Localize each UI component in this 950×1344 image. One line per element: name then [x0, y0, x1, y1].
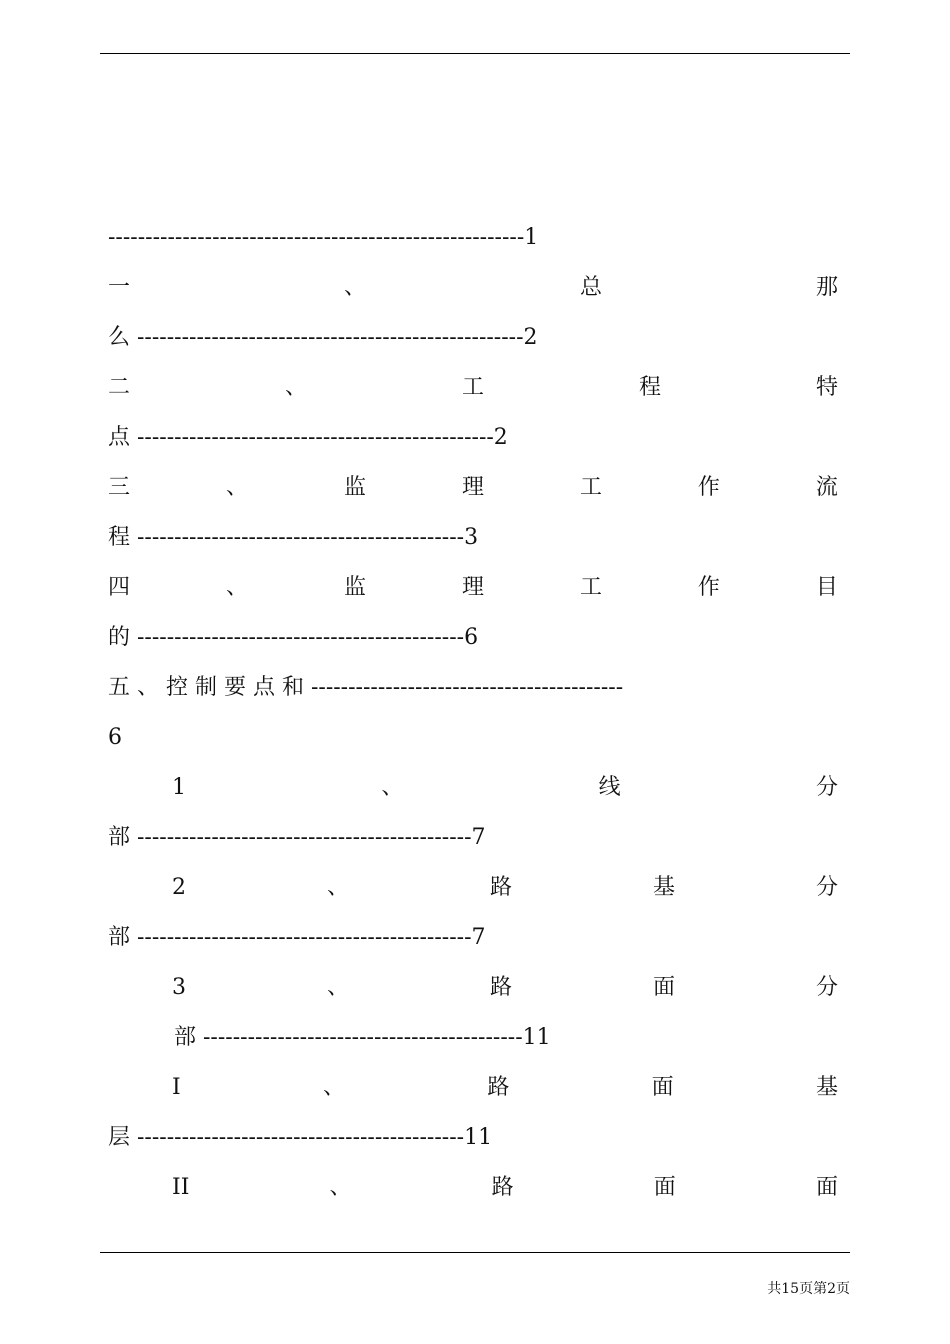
toc-leader: 点 ------------------------------------------------2	[108, 425, 508, 450]
toc-char: 一	[108, 275, 131, 300]
toc-leader: 层 --------------------------------------------11	[108, 1125, 493, 1150]
toc-line	[108, 671, 838, 721]
toc-leader: 程 --------------------------------------------3	[108, 525, 479, 550]
toc-char: 作	[697, 575, 720, 600]
toc-line	[108, 1171, 838, 1221]
toc-char: 路	[487, 1075, 510, 1100]
toc-char: 面	[815, 1175, 838, 1200]
toc-line	[108, 521, 838, 571]
header-rule	[100, 53, 850, 54]
toc-leader: 部 ---------------------------------------------7	[108, 825, 486, 850]
toc-leader: 五 、 控 制 要 点 和 ------------------------------------------	[108, 675, 624, 700]
toc-char: 分	[815, 875, 838, 900]
toc-leader: 的 --------------------------------------------6	[108, 625, 479, 650]
toc-line	[108, 921, 838, 971]
footer-rule	[100, 1252, 850, 1253]
toc-char: 二	[108, 375, 131, 400]
toc-char: 、	[225, 575, 248, 600]
toc-char: 作	[697, 475, 720, 500]
toc-char: 、	[284, 375, 307, 400]
page-footer: 共15页第2页	[767, 1281, 850, 1297]
toc-page	[108, 221, 838, 1221]
toc-line	[108, 571, 838, 621]
toc-char: 流	[815, 475, 838, 500]
toc-char: 面	[651, 1075, 674, 1100]
toc-char: 监	[343, 575, 366, 600]
toc-char: I	[172, 1075, 181, 1100]
toc-line	[108, 371, 838, 421]
toc-char: II	[172, 1175, 190, 1200]
toc-line	[108, 1021, 838, 1071]
toc-leader: 么 ----------------------------------------------------2	[108, 325, 538, 350]
toc-line	[108, 621, 838, 671]
toc-line	[108, 321, 838, 371]
toc-char: 分	[815, 975, 838, 1000]
toc-char: 、	[323, 1075, 346, 1100]
toc-char: 1	[172, 775, 186, 800]
toc-line	[108, 471, 838, 521]
toc-line	[108, 1071, 838, 1121]
toc-char: 特	[815, 375, 838, 400]
toc-char: 面	[653, 1175, 676, 1200]
toc-char: 工	[579, 475, 602, 500]
toc-char: 路	[489, 875, 512, 900]
toc-char: 基	[652, 875, 675, 900]
toc-char: 四	[108, 575, 131, 600]
toc-char: 理	[461, 575, 484, 600]
toc-char: 目	[815, 575, 838, 600]
toc-char: 工	[461, 375, 484, 400]
toc-line	[108, 1121, 838, 1171]
toc-char: 、	[326, 875, 349, 900]
toc-char: 总	[579, 275, 602, 300]
toc-leader: --------------------------------------------------------1	[108, 225, 539, 250]
toc-char: 2	[172, 875, 186, 900]
toc-line	[108, 721, 838, 771]
toc-char: 路	[491, 1175, 514, 1200]
toc-char: 3	[172, 975, 186, 1000]
toc-line	[108, 421, 838, 471]
toc-char: 监	[343, 475, 366, 500]
toc-char: 工	[579, 575, 602, 600]
toc-line	[108, 271, 838, 321]
toc-char: 线	[598, 775, 621, 800]
toc-line	[108, 821, 838, 871]
toc-char: 理	[461, 475, 484, 500]
toc-line	[108, 971, 838, 1021]
toc-char: 程	[638, 375, 661, 400]
toc-char: 分	[815, 775, 838, 800]
toc-char: 、	[225, 475, 248, 500]
toc-line	[108, 771, 838, 821]
toc-char: 、	[381, 775, 404, 800]
toc-leader: 部 -------------------------------------------11	[174, 1025, 551, 1050]
toc-page-number: 6	[108, 725, 122, 750]
toc-char: 、	[326, 975, 349, 1000]
toc-char: 三	[108, 475, 131, 500]
toc-line	[108, 871, 838, 921]
toc-leader: 部 ---------------------------------------------7	[108, 925, 486, 950]
toc-char: 那	[815, 275, 838, 300]
toc-char: 基	[815, 1075, 838, 1100]
toc-char: 、	[343, 275, 366, 300]
toc-char: 、	[329, 1175, 352, 1200]
toc-line	[108, 221, 838, 271]
toc-char: 路	[489, 975, 512, 1000]
toc-char: 面	[652, 975, 675, 1000]
